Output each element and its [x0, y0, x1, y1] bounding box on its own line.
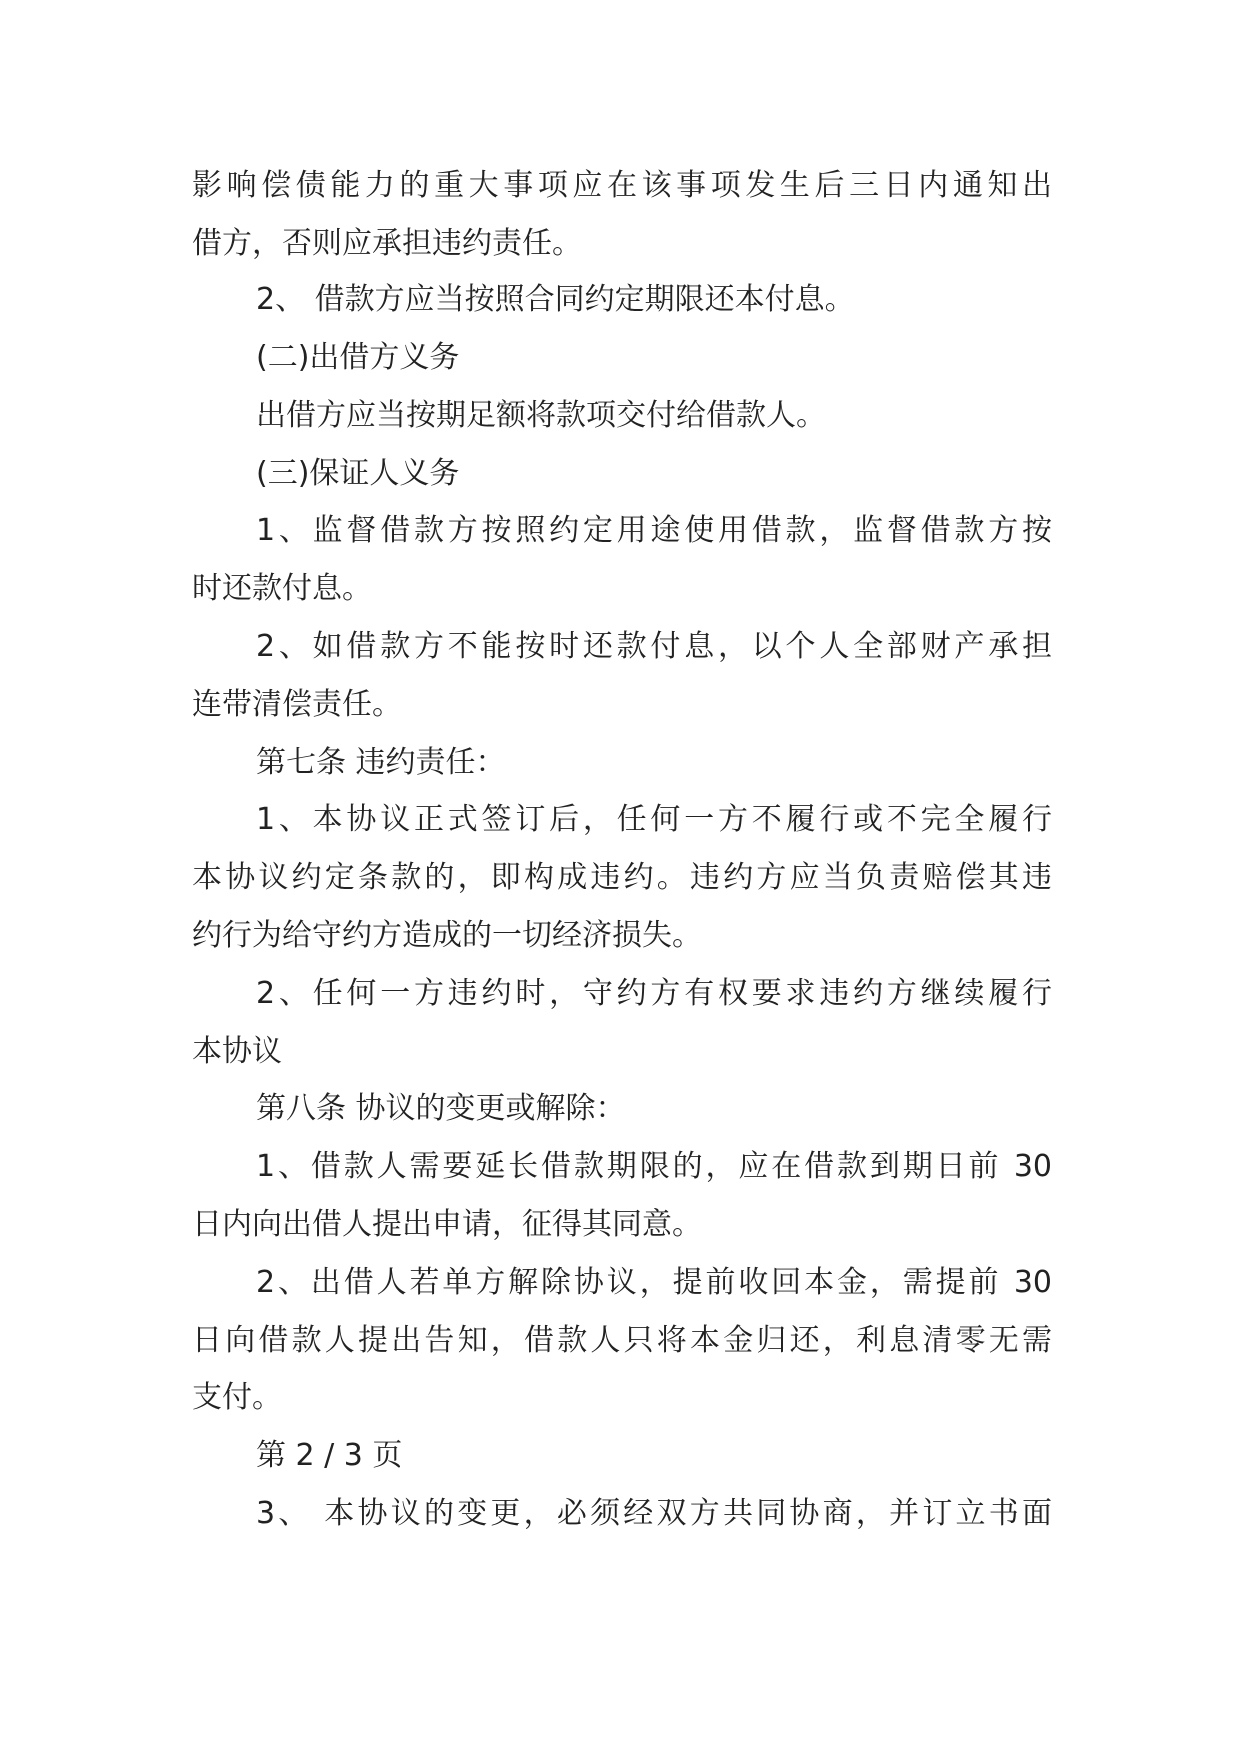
paragraph-line: 约行为给守约方造成的一切经济损失。 [192, 918, 702, 953]
paragraph-line: 支付。 [192, 1380, 282, 1415]
paragraph-line: 日内向出借人提出申请，征得其同意。 [192, 1207, 702, 1242]
article-heading: 第七条 违约责任： [256, 745, 506, 780]
section-heading: (二)出借方义务 [256, 340, 460, 375]
clause-line: 2、出借人若单方解除协议，提前收回本金，需提前 30 [256, 1265, 1052, 1300]
paragraph-line: 影响偿债能力的重大事项应在该事项发生后三日内通知出 [192, 168, 1052, 203]
paragraph-line: 时还款付息。 [192, 571, 372, 606]
clause-line: 1、本协议正式签订后，任何一方不履行或不完全履行 [256, 802, 1052, 837]
clause-line: 1、监督借款方按照约定用途使用借款，监督借款方按 [256, 513, 1052, 548]
page-number: 第 2 / 3 页 [256, 1438, 403, 1473]
paragraph-line: 出借方应当按期足额将款项交付给借款人。 [256, 398, 826, 433]
clause-line: 1、借款人需要延长借款期限的，应在借款到期日前 30 [256, 1149, 1052, 1184]
paragraph-line: 借方，否则应承担违约责任。 [192, 226, 582, 261]
paragraph-line: 连带清偿责任。 [192, 687, 402, 722]
clause-line: 2、 借款方应当按照合同约定期限还本付息。 [256, 282, 855, 317]
paragraph-line: 日向借款人提出告知，借款人只将本金归还，利息清零无需 [192, 1323, 1052, 1358]
paragraph-line: 本协议约定条款的，即构成违约。违约方应当负责赔偿其违 [192, 860, 1052, 895]
clause-line: 3、 本协议的变更，必须经双方共同协商，并订立书面 [256, 1496, 1052, 1531]
article-heading: 第八条 协议的变更或解除： [256, 1091, 626, 1126]
paragraph-line: 本协议 [192, 1034, 282, 1069]
clause-line: 2、如借款方不能按时还款付息，以个人全部财产承担 [256, 629, 1052, 664]
clause-line: 2、任何一方违约时，守约方有权要求违约方继续履行 [256, 976, 1052, 1011]
section-heading: (三)保证人义务 [256, 456, 460, 491]
